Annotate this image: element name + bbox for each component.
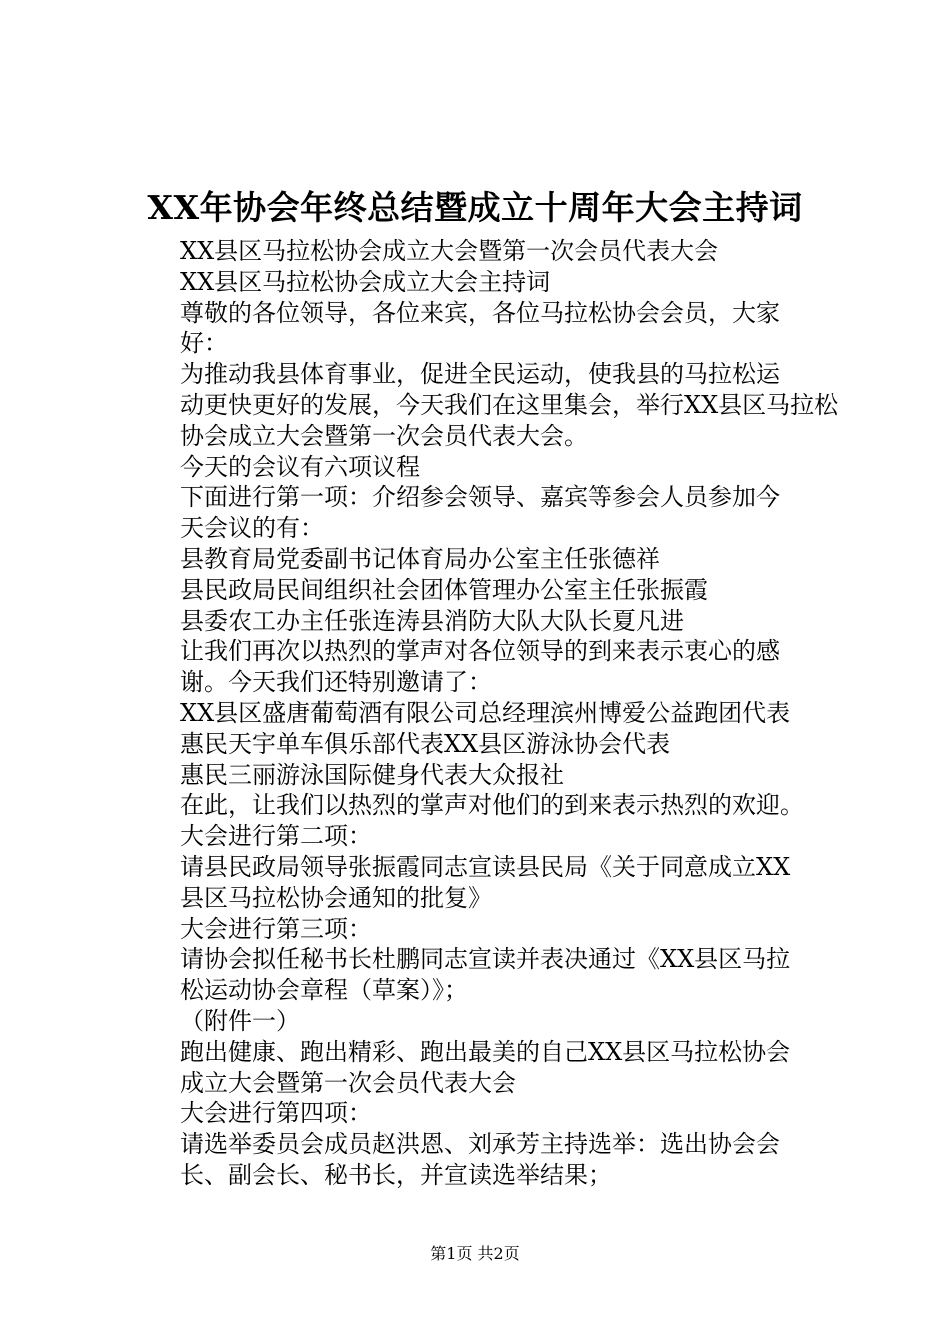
paragraph-line: 请县民政局领导张振霞同志宣读县民局《关于同意成立XX — [180, 852, 791, 881]
paragraph — [132, 482, 832, 544]
paragraph — [132, 1098, 832, 1129]
page-number-footer: 第1页 共2页 — [430, 1244, 520, 1263]
paragraph — [132, 1037, 832, 1099]
paragraph-line: 协会成立大会暨第一次会员代表大会。 — [180, 421, 588, 450]
paragraph-line: 大会进行第二项： — [180, 822, 372, 851]
paragraph-line: 惠民天宇单车俱乐部代表XX县区游泳协会代表 — [180, 729, 671, 758]
paragraph-line: （附件一） — [180, 1006, 300, 1035]
paragraph-line: 谢。今天我们还特别邀请了： — [180, 668, 492, 697]
paragraph-line: 为推动我县体育事业，促进全民运动，使我县的马拉松运 — [180, 360, 780, 389]
paragraph — [132, 760, 832, 791]
paragraph-line: 请协会拟任秘书长杜鹏同志宣读并表决通过《XX县区马拉 — [180, 945, 791, 974]
paragraph-line: 好： — [180, 329, 228, 358]
paragraph — [132, 267, 832, 298]
paragraph — [132, 1129, 832, 1191]
paragraph — [132, 852, 832, 914]
paragraph — [132, 698, 832, 760]
paragraph-line: 请选举委员会成员赵洪恩、刘承芳主持选举：选出协会会 — [180, 1130, 780, 1159]
paragraph-line: 松运动协会章程（草案）》； — [180, 976, 468, 1005]
paragraph — [132, 359, 839, 451]
paragraph — [132, 914, 832, 945]
paragraph-line: 跑出健康、跑出精彩、跑出最美的自己XX县区马拉松协会 — [180, 1037, 791, 1066]
paragraph-line: 县教育局党委副书记体育局办公室主任张德祥 — [180, 544, 660, 573]
paragraph-line: 长、副会长、秘书长，并宣读选举结果； — [180, 1160, 612, 1189]
paragraph — [132, 452, 832, 483]
paragraph-line: 今天的会议有六项议程 — [180, 452, 420, 481]
paragraph-line: 县区马拉松协会通知的批复》 — [180, 883, 492, 912]
paragraph — [132, 544, 832, 575]
paragraph — [132, 298, 832, 360]
paragraph-line: XX县区马拉松协会成立大会主持词 — [180, 267, 551, 296]
paragraph-line: 县委农工办主任张连涛县消防大队大队长夏凡进 — [180, 606, 684, 635]
paragraph — [132, 636, 832, 698]
paragraph-line: 成立大会暨第一次会员代表大会 — [180, 1068, 516, 1097]
paragraph-line: 下面进行第一项：介绍参会领导、嘉宾等参会人员参加今 — [180, 483, 780, 512]
paragraph — [132, 236, 832, 267]
paragraph — [132, 944, 832, 1006]
paragraph-line: XX县区盛唐葡萄酒有限公司总经理滨州博爱公益跑团代表 — [180, 698, 791, 727]
paragraph-line: 在此，让我们以热烈的掌声对他们的到来表示热烈的欢迎。 — [180, 791, 804, 820]
paragraph-line: 让我们再次以热烈的掌声对各位领导的到来表示衷心的感 — [180, 637, 780, 666]
paragraph-line: 天会议的有： — [180, 514, 324, 543]
paragraph — [132, 1006, 832, 1037]
paragraph — [132, 575, 832, 606]
paragraph-line: 大会进行第四项： — [180, 1099, 372, 1128]
paragraph-line: XX县区马拉松协会成立大会暨第一次会员代表大会 — [180, 237, 719, 265]
paragraph-line: 动更快更好的发展，今天我们在这里集会，举行XX县区马拉松 — [180, 390, 839, 419]
paragraph — [132, 790, 832, 852]
document-body — [132, 236, 839, 1191]
document-title: XX年协会年终总结暨成立十周年大会主持词 — [147, 188, 803, 227]
paragraph — [132, 606, 832, 637]
paragraph-line: 县民政局民间组织社会团体管理办公室主任张振霞 — [180, 575, 708, 604]
paragraph-line: 惠民三丽游泳国际健身代表大众报社 — [180, 760, 564, 789]
paragraph-line: 大会进行第三项： — [180, 914, 372, 943]
paragraph-line: 尊敬的各位领导，各位来宾，各位马拉松协会会员，大家 — [180, 298, 780, 327]
